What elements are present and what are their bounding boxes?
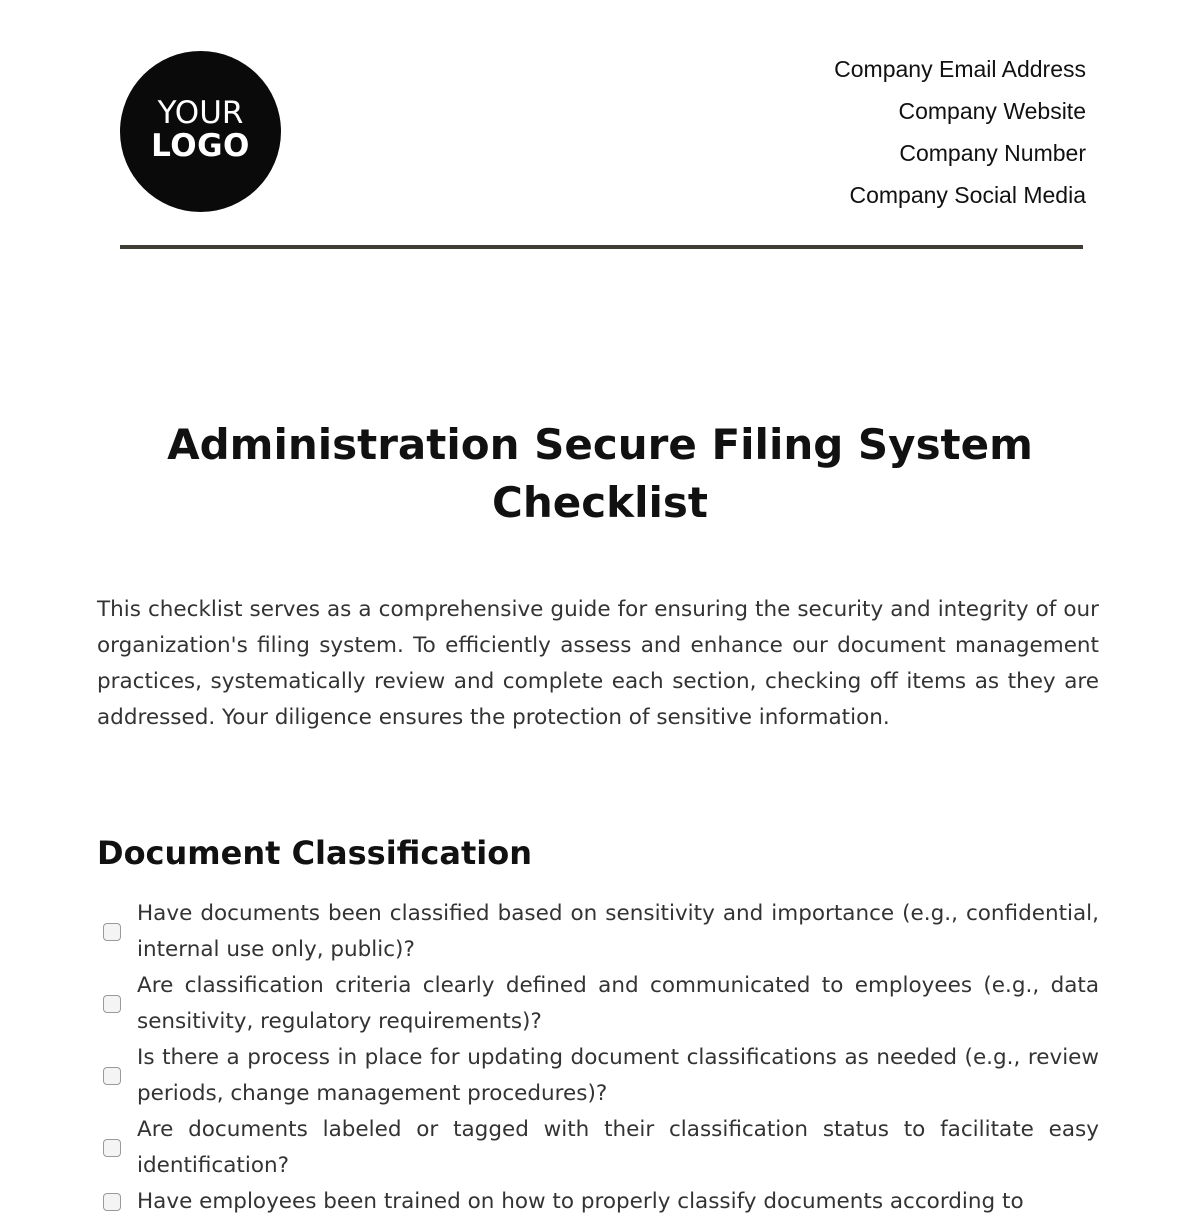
checklist-item [97, 968, 1099, 1040]
checklist-item-text: Have employees been trained on how to properly classify documents according to [137, 1189, 1024, 1214]
checklist-item-text: Are classification criteria clearly defined and communicated to employees (e.g., data sensitivity, regulatory requirements)? [137, 973, 1099, 1034]
checklist-item [97, 1184, 1099, 1220]
logo-line-2: LOGO [151, 127, 250, 164]
checklist [97, 896, 1099, 1220]
company-number: Company Number [899, 140, 1086, 166]
document-title: Administration Secure Filing System Checklist [167, 420, 1033, 527]
intro-paragraph: This checklist serves as a comprehensive guide for ensuring the security and integrity of our organization's filing system. To efficiently assess and enhance our document management practices, systematically review and complete each section, checking off items as they are addressed. Your diligence ensures the protection of sensitive information. [97, 597, 1099, 730]
company-email: Company Email Address [834, 56, 1086, 82]
checklist-item [97, 1040, 1099, 1112]
logo-line-1: YOUR [157, 94, 244, 131]
checkbox[interactable] [103, 1139, 121, 1157]
section-heading-document-classification: Document Classification [97, 834, 532, 872]
checklist-item [97, 896, 1099, 968]
checklist-item-text: Have documents been classified based on sensitivity and importance (e.g., confidential, internal use only, public)? [137, 901, 1099, 962]
checkbox[interactable] [103, 1067, 121, 1085]
checkbox[interactable] [103, 995, 121, 1013]
header-divider [120, 245, 1083, 249]
checklist-item-text: Are documents labeled or tagged with their classification status to facilitate easy identification? [137, 1117, 1099, 1178]
company-social-media: Company Social Media [849, 182, 1086, 208]
checkbox[interactable] [103, 1193, 121, 1211]
checklist-item [97, 1112, 1099, 1184]
checkbox[interactable] [103, 923, 121, 941]
company-website: Company Website [898, 98, 1086, 124]
company-info [834, 54, 1086, 222]
company-logo [120, 51, 281, 212]
checklist-item-text: Is there a process in place for updating document classifications as needed (e.g., review periods, change management procedures)? [137, 1045, 1099, 1106]
